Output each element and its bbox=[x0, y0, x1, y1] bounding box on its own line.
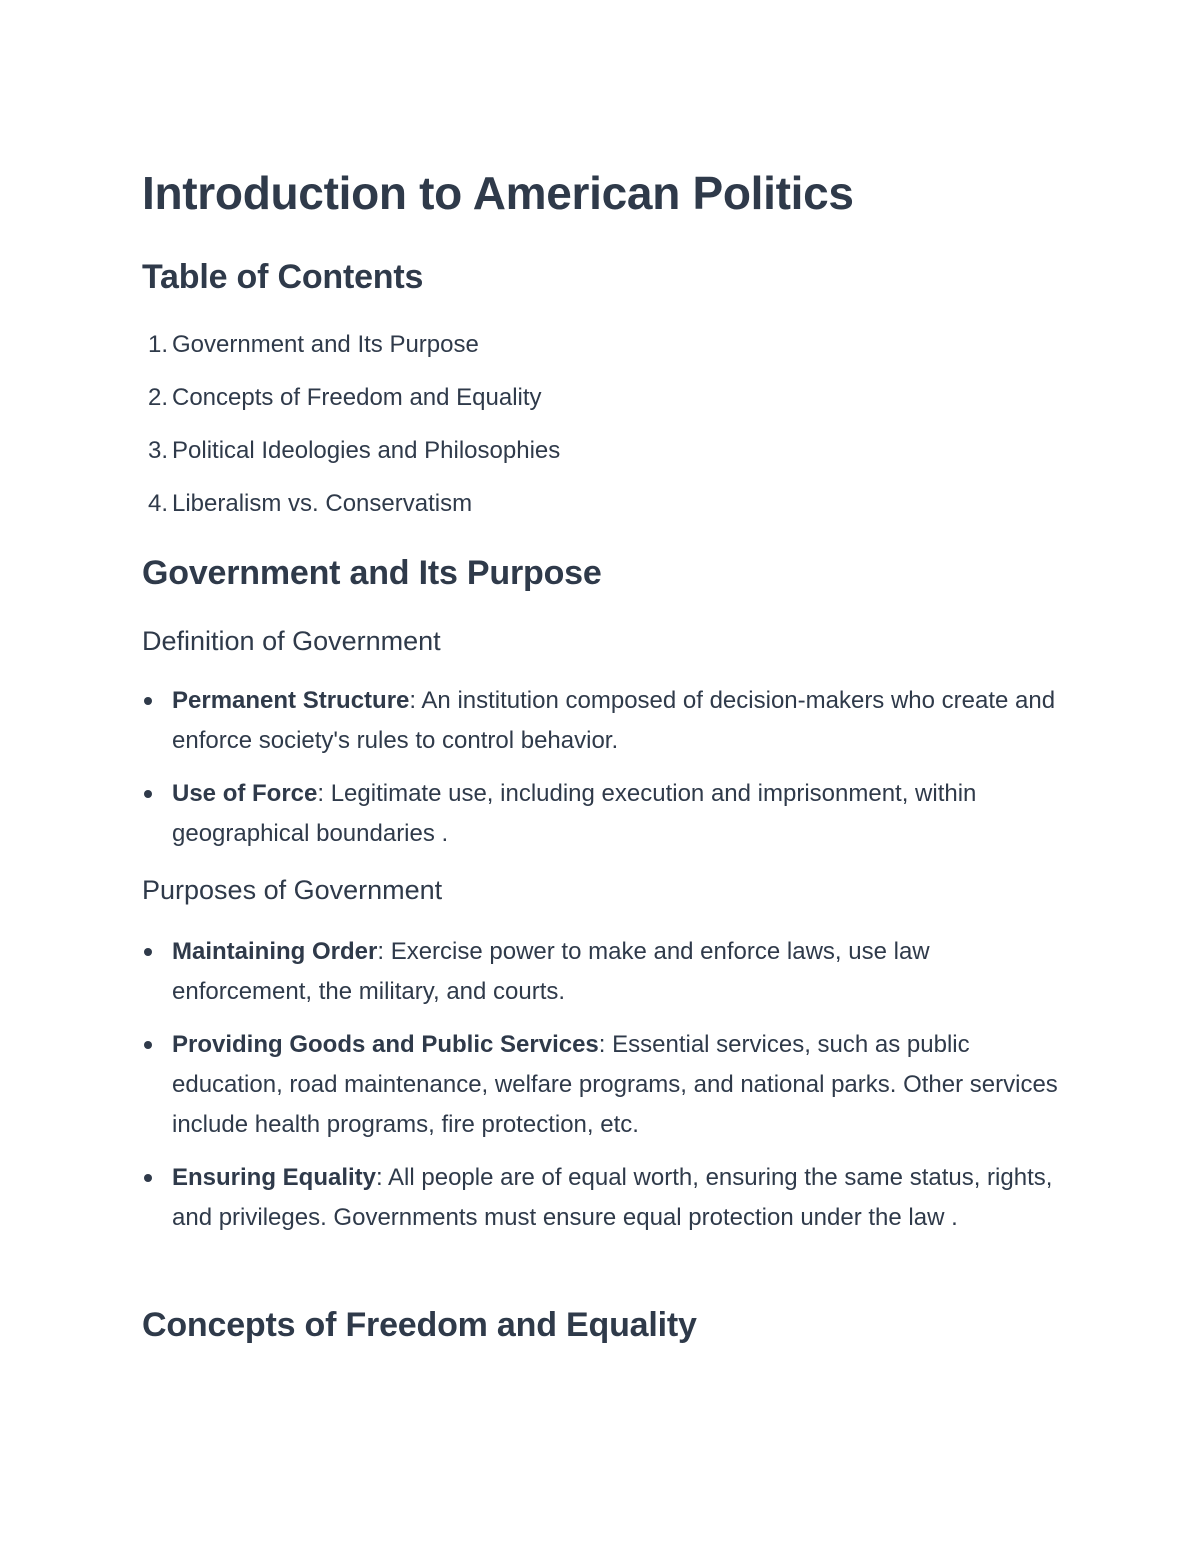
bullet-text: : An institution composed of decision-makers who create and enforce society's rules to control behavior. bbox=[172, 687, 1056, 754]
bullet-icon bbox=[144, 697, 152, 705]
bullet-term: Permanent Structure bbox=[172, 687, 410, 714]
bullet-term: Providing Goods and Public Services bbox=[172, 1031, 599, 1058]
toc-item-label: Concepts of Freedom and Equality bbox=[172, 384, 542, 411]
list-item bbox=[142, 1158, 1072, 1238]
purposes-bullet-list bbox=[142, 932, 1072, 1251]
bullet-icon bbox=[144, 948, 152, 956]
bullet-term: Use of Force bbox=[172, 780, 318, 807]
subsection-heading-purposes: Purposes of Government bbox=[142, 875, 443, 905]
bullet-text: : Essential services, such as public education, road maintenance, welfare programs, and national parks. Other services include health programs, fire protection, etc. bbox=[172, 1031, 1058, 1138]
toc-item-label: Government and Its Purpose bbox=[172, 331, 479, 358]
list-item bbox=[142, 932, 1072, 1012]
toc-item-number: 2. bbox=[147, 384, 168, 411]
bullet-text: : All people are of equal worth, ensuring the same status, rights, and privileges. Governments must ensure equal protection under the law . bbox=[172, 1164, 1053, 1231]
toc-item-label: Political Ideologies and Philosophies bbox=[172, 437, 561, 464]
toc-item-label: Liberalism vs. Conservatism bbox=[172, 490, 473, 517]
subsection-heading-definition: Definition of Government bbox=[142, 626, 441, 656]
definition-bullet-list bbox=[142, 681, 1072, 867]
toc-item-number: 4. bbox=[147, 490, 168, 517]
list-item bbox=[142, 681, 1072, 761]
toc-item-liberalism[interactable] bbox=[142, 487, 560, 540]
bullet-term: Maintaining Order bbox=[172, 938, 378, 965]
page-title: Introduction to American Politics bbox=[142, 167, 854, 219]
bullet-text: : Legitimate use, including execution and imprisonment, within geographical boundaries . bbox=[172, 780, 977, 847]
section-heading-freedom-equality: Concepts of Freedom and Equality bbox=[142, 1306, 697, 1344]
bullet-icon bbox=[144, 1041, 152, 1049]
bullet-icon bbox=[144, 790, 152, 798]
toc-heading: Table of Contents bbox=[142, 258, 424, 296]
toc-item-number: 1. bbox=[147, 331, 168, 358]
bullet-text: : Exercise power to make and enforce laws, use law enforcement, the military, and courts. bbox=[172, 938, 930, 1005]
toc-item-number: 3. bbox=[147, 437, 168, 464]
toc-item-freedom-equality[interactable] bbox=[142, 381, 560, 434]
section-heading-government: Government and Its Purpose bbox=[142, 554, 602, 592]
list-item bbox=[142, 1025, 1072, 1145]
bullet-icon bbox=[144, 1174, 152, 1182]
toc-item-ideologies[interactable] bbox=[142, 434, 560, 487]
bullet-term: Ensuring Equality bbox=[172, 1164, 377, 1191]
toc-item-government[interactable] bbox=[142, 328, 560, 381]
table-of-contents bbox=[142, 328, 560, 540]
list-item bbox=[142, 774, 1072, 854]
